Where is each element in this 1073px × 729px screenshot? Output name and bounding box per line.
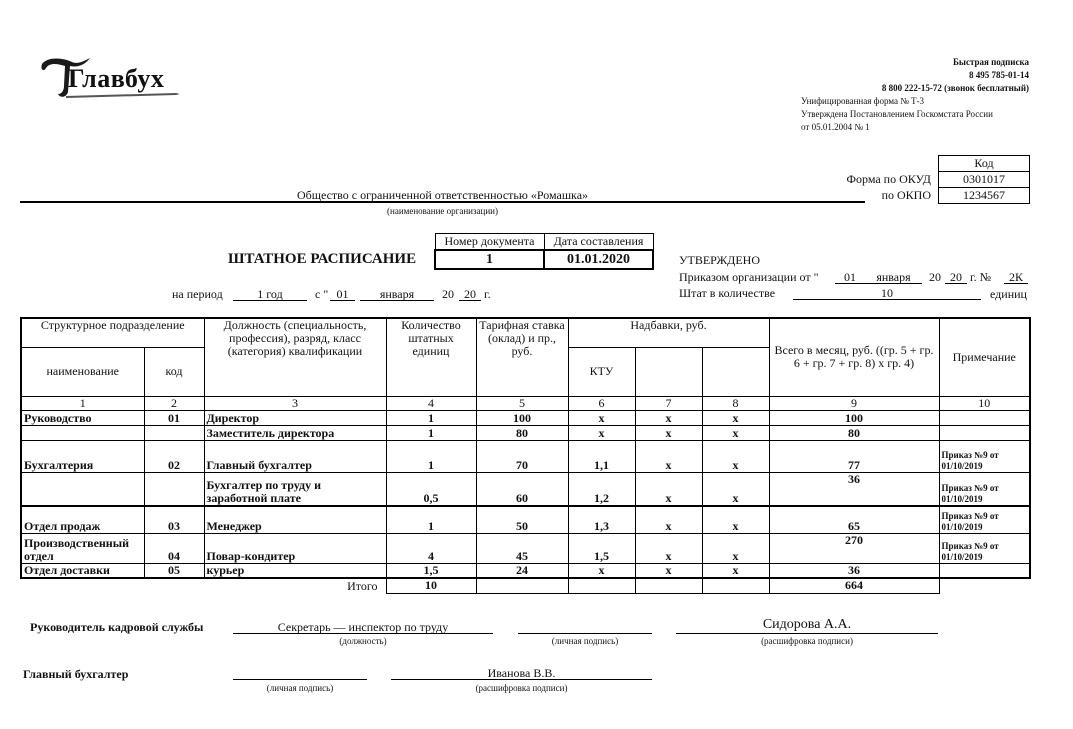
hr-position-caption: (должность) xyxy=(339,636,387,646)
note-cell xyxy=(939,410,1030,425)
position-cell: Менеджер xyxy=(204,506,386,533)
period-year-prefix: 20 xyxy=(442,287,454,301)
header-rate: Тарифная ставка (оклад) и пр., руб. xyxy=(476,318,568,396)
approved-year-suffix[interactable]: 20 xyxy=(950,270,962,284)
ktu-cell: 1,5 xyxy=(568,533,635,563)
header-code: код xyxy=(144,347,204,396)
count-cell: 4 xyxy=(386,533,476,563)
total-cell: 36 xyxy=(769,563,939,578)
phone-1: 8 495 785-01-14 xyxy=(969,70,1029,80)
allowance-7-cell: х xyxy=(635,506,702,533)
totals-count: 10 xyxy=(386,578,476,593)
totals-rate-cell xyxy=(476,578,568,593)
allowance-7-cell: х xyxy=(635,472,702,506)
header-allowance-2 xyxy=(635,347,702,396)
division-cell xyxy=(21,425,144,440)
note-cell: Приказ №9 от 01/10/2019 xyxy=(939,440,1030,472)
header-name: наименование xyxy=(21,347,144,396)
count-cell: 1,5 xyxy=(386,563,476,578)
total-cell: 36 xyxy=(769,472,939,506)
header-allowances: Надбавки, руб. xyxy=(568,318,769,347)
period-year-suffix[interactable]: 20 xyxy=(464,287,476,301)
position-cell: Заместитель директора xyxy=(204,425,386,440)
position-cell: курьер xyxy=(204,563,386,578)
doc-date-label: Дата составления xyxy=(544,234,653,251)
division-cell: Производственный отдел xyxy=(21,533,144,563)
ktu-cell: 1,1 xyxy=(568,440,635,472)
total-cell: 80 xyxy=(769,425,939,440)
column-number: 4 xyxy=(386,396,476,410)
rate-cell: 60 xyxy=(476,472,568,506)
code-cell: 03 xyxy=(144,506,204,533)
table-row xyxy=(21,410,1030,425)
totals-label: Итого xyxy=(21,578,386,593)
code-cell xyxy=(144,425,204,440)
table-row xyxy=(21,563,1030,578)
accountant-name-caption: (расшифровка подписи) xyxy=(475,683,568,693)
table-row xyxy=(21,425,1030,440)
allowance-8-cell: х xyxy=(702,506,769,533)
header-count: Количество штатных единиц xyxy=(386,318,476,396)
hr-label: Руководитель кадровой службы xyxy=(30,620,204,634)
allowance-7-cell: х xyxy=(635,410,702,425)
organization-caption: (наименование организации) xyxy=(387,206,498,216)
column-number: 10 xyxy=(939,396,1030,410)
allowance-7-cell: х xyxy=(635,440,702,472)
table-row xyxy=(21,506,1030,533)
allowance-8-cell: х xyxy=(702,533,769,563)
position-cell: Директор xyxy=(204,410,386,425)
codes-table xyxy=(938,155,1030,204)
column-number: 5 xyxy=(476,396,568,410)
organization-underline xyxy=(20,201,865,203)
header-note: Примечание xyxy=(939,318,1030,396)
approved-number[interactable]: 2К xyxy=(1008,270,1023,284)
totals-a7-cell xyxy=(635,578,702,593)
count-cell: 1 xyxy=(386,506,476,533)
doc-date-value: 01.01.2020 xyxy=(544,250,653,269)
note-cell xyxy=(939,563,1030,578)
column-number: 9 xyxy=(769,396,939,410)
column-number: 6 xyxy=(568,396,635,410)
approved-year-label: г. № xyxy=(970,270,992,284)
staff-count[interactable]: 10 xyxy=(881,286,893,300)
approved-title: УТВЕРЖДЕНО xyxy=(679,253,761,267)
ktu-cell: х xyxy=(568,425,635,440)
count-cell: 0,5 xyxy=(386,472,476,506)
hr-name-caption: (расшифровка подписи) xyxy=(761,636,853,646)
position-cell: Повар-кондитер xyxy=(204,533,386,563)
doc-number-value: 1 xyxy=(435,250,544,269)
approved-year-prefix: 20 xyxy=(929,270,941,284)
allowance-7-cell: х xyxy=(635,533,702,563)
hr-name-line xyxy=(676,633,938,634)
totals-total: 664 xyxy=(769,578,939,593)
hr-position[interactable]: Секретарь — инспектор по труду xyxy=(277,620,449,634)
allowance-8-cell: х xyxy=(702,440,769,472)
note-cell: Приказ №9 от 01/10/2019 xyxy=(939,533,1030,563)
note-cell xyxy=(939,425,1030,440)
glavbukh-logo xyxy=(38,52,188,102)
header-total: Всего в месяц, руб. ((гр. 5 + гр. 6 + гр. 7 + гр. 8) х гр. 4) xyxy=(769,318,939,396)
totals-ktu-cell xyxy=(568,578,635,593)
period-from-label: с " xyxy=(315,287,329,301)
okpo-value: 1234567 xyxy=(939,188,1030,204)
rate-cell: 50 xyxy=(476,506,568,533)
totals-row xyxy=(21,578,1030,593)
position-cell: Бухгалтер по труду и заработной плате xyxy=(204,472,386,506)
logo-text: Главбух xyxy=(68,64,165,93)
period-month[interactable]: января xyxy=(379,287,415,301)
approved-day[interactable]: 01 xyxy=(844,270,856,284)
staff-label: Штат в количестве xyxy=(679,286,776,300)
allowance-8-cell: х xyxy=(702,410,769,425)
position-cell: Главный бухгалтер xyxy=(204,440,386,472)
header-allowance-3 xyxy=(702,347,769,396)
ktu-cell: 1,2 xyxy=(568,472,635,506)
codes-header: Код xyxy=(939,156,1030,172)
period-label: на период xyxy=(172,287,223,301)
table-row xyxy=(21,472,1030,506)
form-line-2: Утверждена Постановлением Госкомстата России xyxy=(801,109,993,119)
code-cell: 05 xyxy=(144,563,204,578)
allowance-8-cell: х xyxy=(702,563,769,578)
rate-cell: 70 xyxy=(476,440,568,472)
table-row xyxy=(21,533,1030,563)
total-cell: 100 xyxy=(769,410,939,425)
header-division: Структурное подразделение xyxy=(21,318,204,347)
division-cell: Отдел доставки xyxy=(21,563,144,578)
accountant-signature-line[interactable] xyxy=(233,679,367,680)
count-cell: 1 xyxy=(386,440,476,472)
accountant-signature-caption: (личная подпись) xyxy=(266,683,334,693)
staff-units-label: единиц xyxy=(990,287,1027,301)
total-cell: 270 xyxy=(769,533,939,563)
hr-name[interactable]: Сидорова А.А. xyxy=(762,617,852,632)
column-number: 7 xyxy=(635,396,702,410)
column-number: 2 xyxy=(144,396,204,410)
header-position: Должность (специальность, профессия), разряд, класс (категория) квалификации xyxy=(204,318,386,396)
ktu-cell: х xyxy=(568,563,635,578)
accountant-label: Главный бухгалтер xyxy=(23,667,129,681)
doc-number-label: Номер документа xyxy=(435,234,544,251)
form-line-1: Унифицированная форма № Т-3 xyxy=(801,96,925,106)
count-cell: 1 xyxy=(386,425,476,440)
hr-signature-line[interactable] xyxy=(518,633,652,634)
allowance-7-cell: х xyxy=(635,425,702,440)
division-cell xyxy=(21,472,144,506)
total-cell: 77 xyxy=(769,440,939,472)
ktu-cell: х xyxy=(568,410,635,425)
code-cell: 01 xyxy=(144,410,204,425)
accountant-name[interactable]: Иванова В.В. xyxy=(487,666,556,680)
division-cell: Руководство xyxy=(21,410,144,425)
table-row xyxy=(21,440,1030,472)
column-numbers-row xyxy=(21,396,1030,410)
note-cell: Приказ №9 от 01/10/2019 xyxy=(939,506,1030,533)
code-cell: 02 xyxy=(144,440,204,472)
subscription-title: Быстрая подписка xyxy=(952,57,1029,67)
rate-cell: 80 xyxy=(476,425,568,440)
header-ktu: КТУ xyxy=(568,347,635,396)
rate-cell: 100 xyxy=(476,410,568,425)
okud-value: 0301017 xyxy=(939,172,1030,188)
allowance-8-cell: х xyxy=(702,472,769,506)
hr-signature-caption: (личная подпись) xyxy=(551,636,619,646)
code-cell: 04 xyxy=(144,533,204,563)
phone-2: 8 800 222-15-72 (звонок бесплатный) xyxy=(881,83,1029,93)
count-cell: 1 xyxy=(386,410,476,425)
period-value[interactable]: 1 год xyxy=(257,287,283,301)
totals-empty xyxy=(939,578,1030,593)
approved-order-label: Приказом организации от " xyxy=(679,270,819,284)
column-number: 3 xyxy=(204,396,386,410)
organization-name: Общество с ограниченной ответственностью «Ромашка» xyxy=(296,188,589,202)
okud-label: Форма по ОКУД xyxy=(846,172,931,186)
document-info-table xyxy=(434,233,654,270)
rate-cell: 45 xyxy=(476,533,568,563)
form-line-3: от 05.01.2004 № 1 xyxy=(801,122,870,132)
ktu-cell: 1,3 xyxy=(568,506,635,533)
staffing-table xyxy=(20,317,1031,594)
total-cell: 65 xyxy=(769,506,939,533)
division-cell: Бухгалтерия xyxy=(21,440,144,472)
totals-a8-cell xyxy=(702,578,769,593)
approved-month[interactable]: января xyxy=(876,270,911,284)
column-number: 1 xyxy=(21,396,144,410)
period-day[interactable]: 01 xyxy=(336,287,349,301)
division-cell: Отдел продаж xyxy=(21,506,144,533)
code-cell xyxy=(144,472,204,506)
allowance-8-cell: х xyxy=(702,425,769,440)
allowance-7-cell: х xyxy=(635,563,702,578)
note-cell: Приказ №9 от 01/10/2019 xyxy=(939,472,1030,506)
okpo-label: по ОКПО xyxy=(881,188,931,202)
period-year-label: г. xyxy=(484,287,491,301)
column-number: 8 xyxy=(702,396,769,410)
document-title: ШТАТНОЕ РАСПИСАНИЕ xyxy=(228,251,417,267)
rate-cell: 24 xyxy=(476,563,568,578)
